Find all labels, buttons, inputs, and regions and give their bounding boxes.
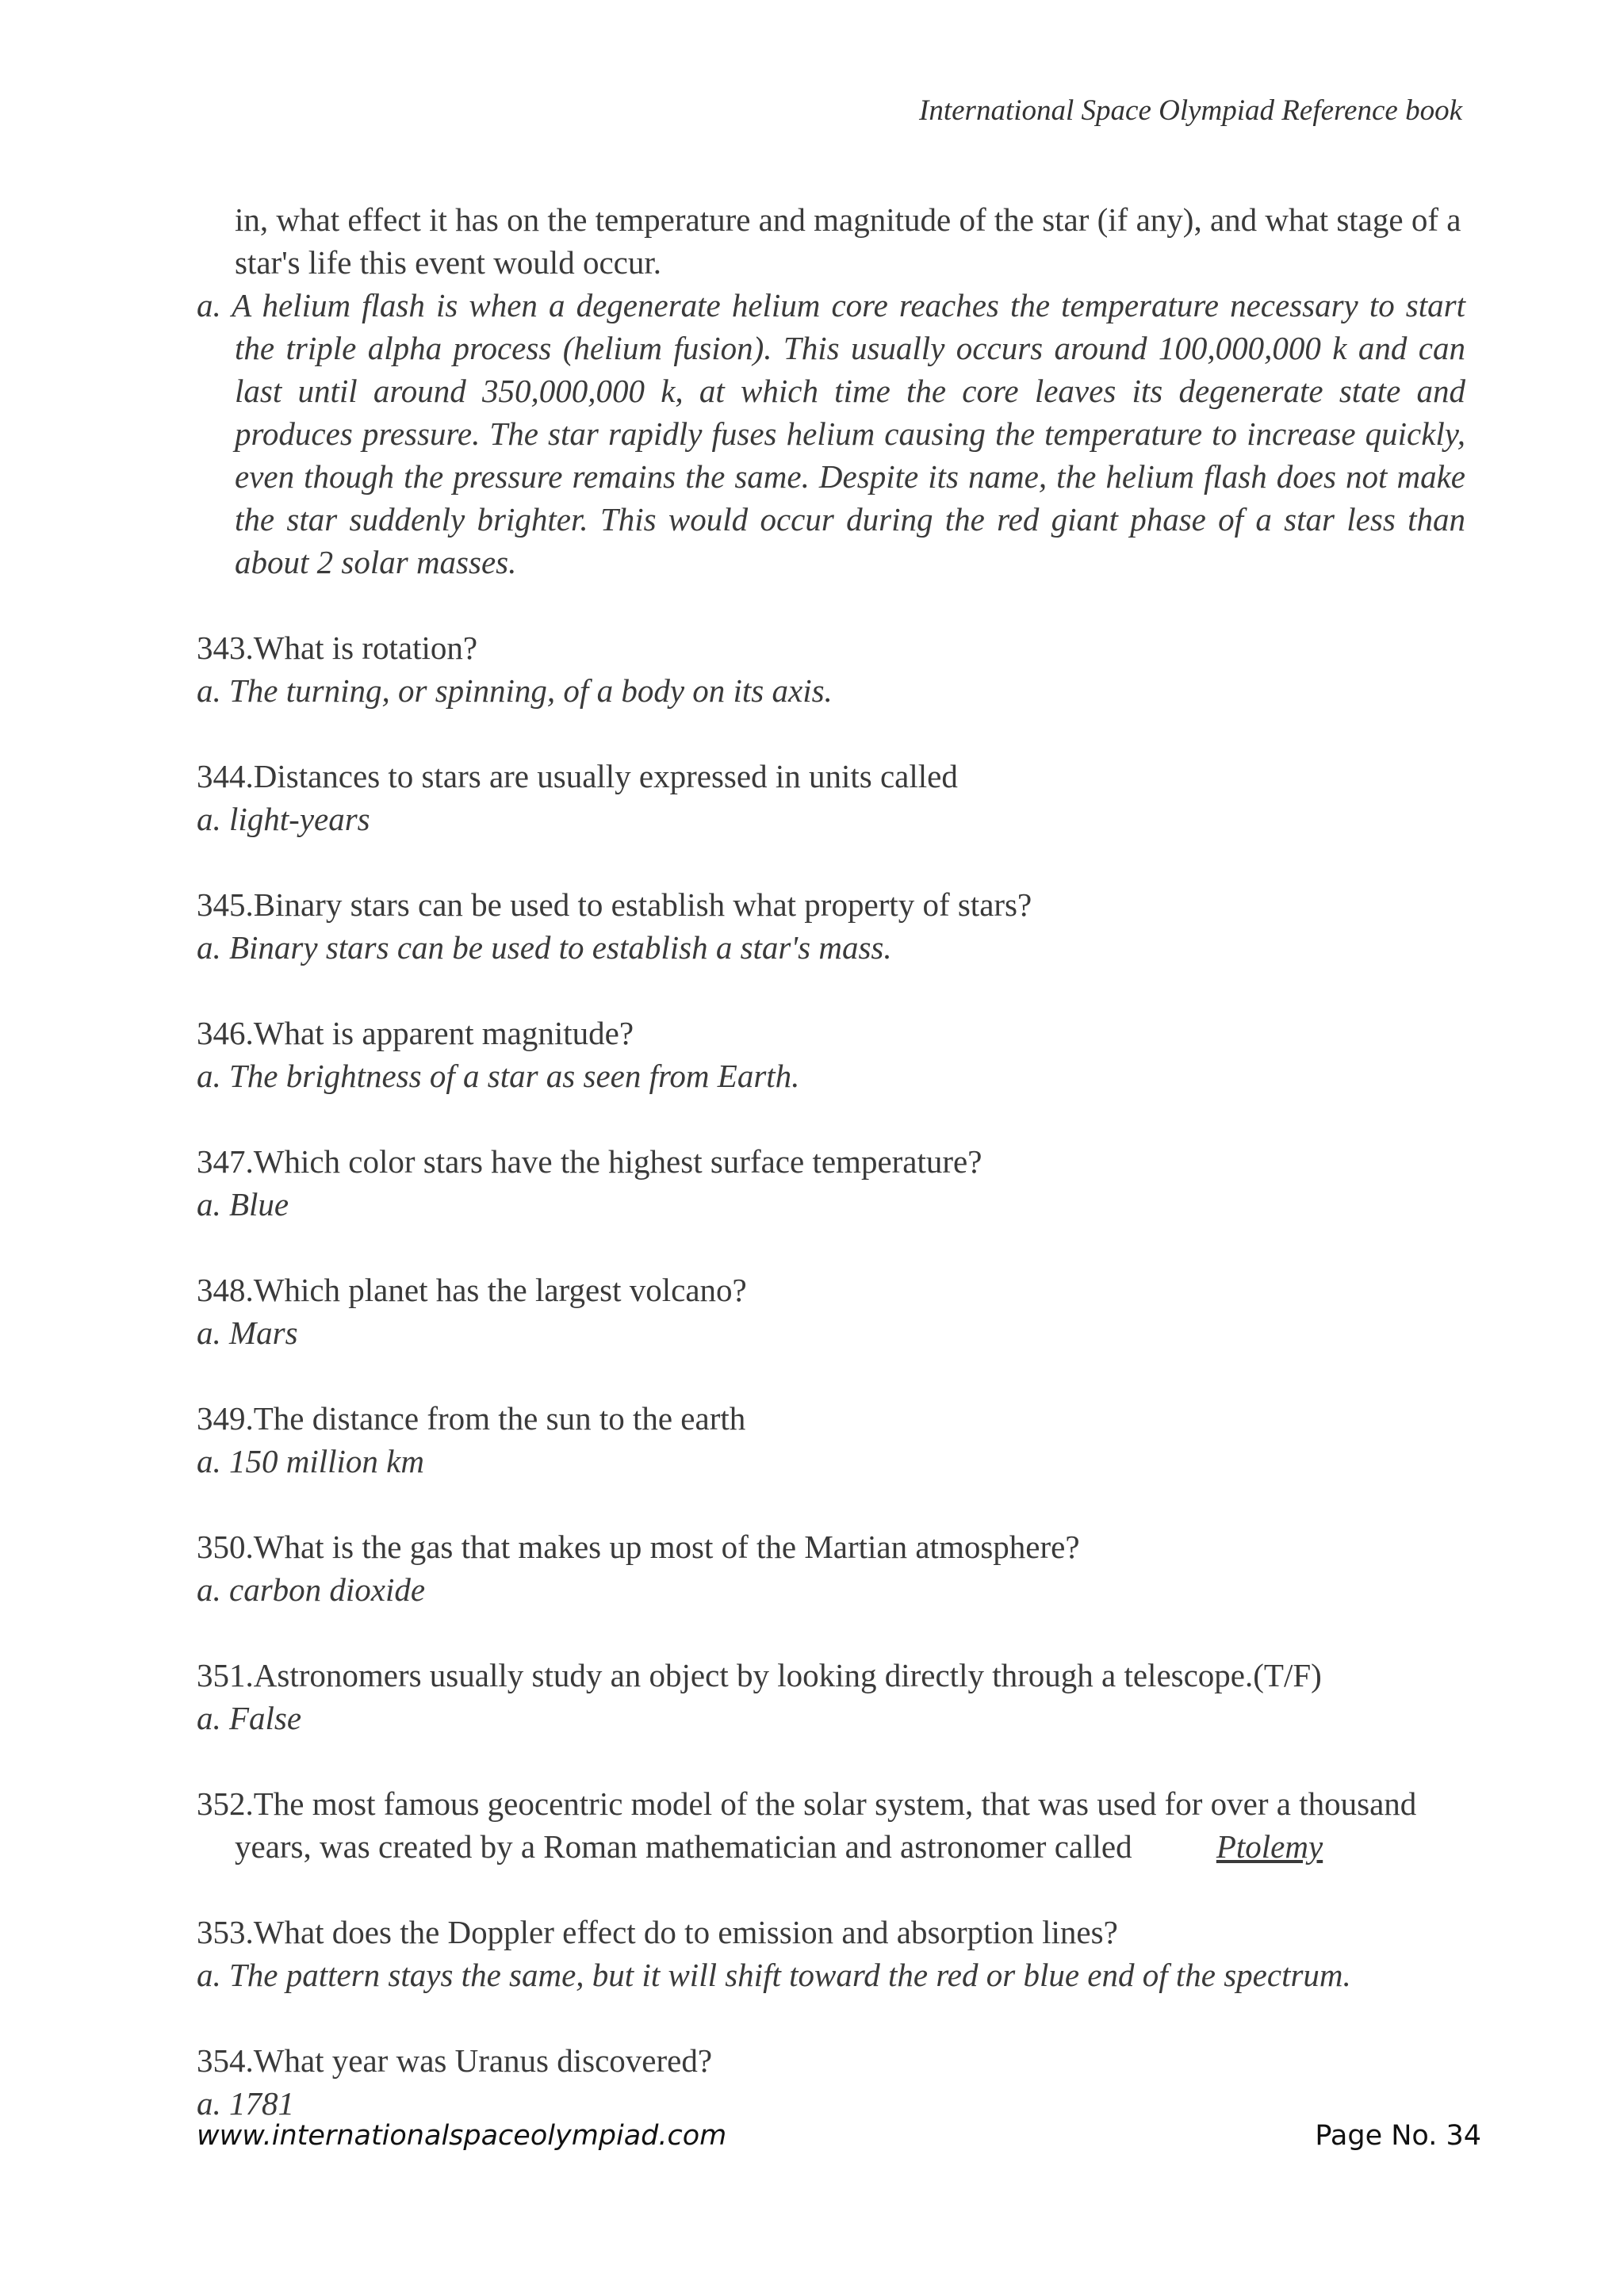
question-text: Distances to stars are usually expressed in units called — [253, 758, 958, 794]
answer-text: a. The brightness of a star as seen from Earth. — [197, 1058, 800, 1094]
question-text: Astronomers usually study an object by looking directly through a telescope.(T/F) — [253, 1657, 1322, 1693]
question-354 — [197, 2039, 1465, 2125]
fill-in-blank-answer — [1140, 1828, 1399, 1865]
answer-text: a. Mars — [197, 1314, 298, 1351]
running-header: International Space Olympiad Reference book — [919, 94, 1462, 127]
question-number: 354. — [197, 2042, 254, 2079]
answer-text: a. Blue — [197, 1186, 289, 1223]
question-text-continued: years, was created by a Roman mathematician and astronomer called — [235, 1828, 1132, 1865]
answer-text: a. 150 million km — [197, 1443, 424, 1479]
question-343 — [197, 626, 1465, 712]
question-number: 345. — [197, 886, 254, 923]
question-353 — [197, 1911, 1465, 1996]
question-350 — [197, 1525, 1465, 1611]
answer-text: a. Binary stars can be used to establish a star's mass. — [197, 929, 892, 966]
question-number: 347. — [197, 1143, 254, 1180]
question-number: 349. — [197, 1400, 254, 1437]
page-content — [197, 198, 1465, 2125]
question-text: What does the Doppler effect do to emission and absorption lines? — [253, 1914, 1118, 1950]
question-number: 351. — [197, 1657, 254, 1693]
blank-answer-text: Ptolemy — [1216, 1828, 1323, 1865]
question-346 — [197, 1012, 1465, 1097]
question-number: 344. — [197, 758, 254, 794]
answer-text: a. The pattern stays the same, but it will shift toward the red or blue end of the spectrum. — [197, 1957, 1351, 1993]
answer-text: a. False — [197, 1700, 302, 1736]
answer-text: a. 1781 — [197, 2085, 294, 2122]
question-text: Binary stars can be used to establish what property of stars? — [253, 886, 1032, 923]
footer-website: www.internationalspaceolympiad.com — [197, 2120, 727, 2152]
question-351 — [197, 1654, 1465, 1739]
question-text: Which color stars have the highest surface temperature? — [253, 1143, 982, 1180]
question-352 — [197, 1782, 1465, 1868]
answer-text: a. The turning, or spinning, of a body on its axis. — [197, 672, 833, 709]
question-347 — [197, 1140, 1465, 1226]
question-number: 343. — [197, 629, 254, 666]
question-number: 346. — [197, 1015, 254, 1051]
question-text: The distance from the sun to the earth — [253, 1400, 746, 1437]
question-number: 353. — [197, 1914, 254, 1950]
question-345 — [197, 883, 1465, 969]
question-text: What year was Uranus discovered? — [253, 2042, 713, 2079]
answer-text: a. light-years — [197, 801, 370, 837]
answer-text: a. carbon dioxide — [197, 1571, 426, 1608]
question-number: 350. — [197, 1529, 254, 1565]
question-344 — [197, 755, 1465, 840]
question-349 — [197, 1397, 1465, 1483]
page-number: Page No. 34 — [1315, 2120, 1481, 2152]
question-text: The most famous geocentric model of the solar system, that was used for over a thousand — [253, 1785, 1417, 1822]
question-348 — [197, 1269, 1465, 1354]
answer-342: a. A helium flash is when a degenerate helium core reaches the temperature necessary to start the triple alpha process (helium fusion). This usually occurs around 100,000,000 k and can last until around 350,000,000 k, at which time the core leaves its degenerate state and produces pressure. The star rapidly fuses helium causing the temperature to increase quickly, even though the pressure remains the same. Despite its name, the helium flash does not make the star suddenly brighter. This would occur during the red giant phase of a star less than about 2 solar masses. — [197, 287, 1465, 580]
question-number: 352. — [197, 1785, 254, 1822]
question-text: What is the gas that makes up most of the Martian atmosphere? — [253, 1529, 1080, 1565]
question-continuation: in, what effect it has on the temperature and magnitude of the star (if any), and what stage of a star's life this event would occur. — [235, 201, 1461, 281]
question-text: What is rotation? — [253, 629, 478, 666]
question-text: What is apparent magnitude? — [253, 1015, 634, 1051]
question-number: 348. — [197, 1272, 254, 1308]
question-text: Which planet has the largest volcano? — [253, 1272, 747, 1308]
